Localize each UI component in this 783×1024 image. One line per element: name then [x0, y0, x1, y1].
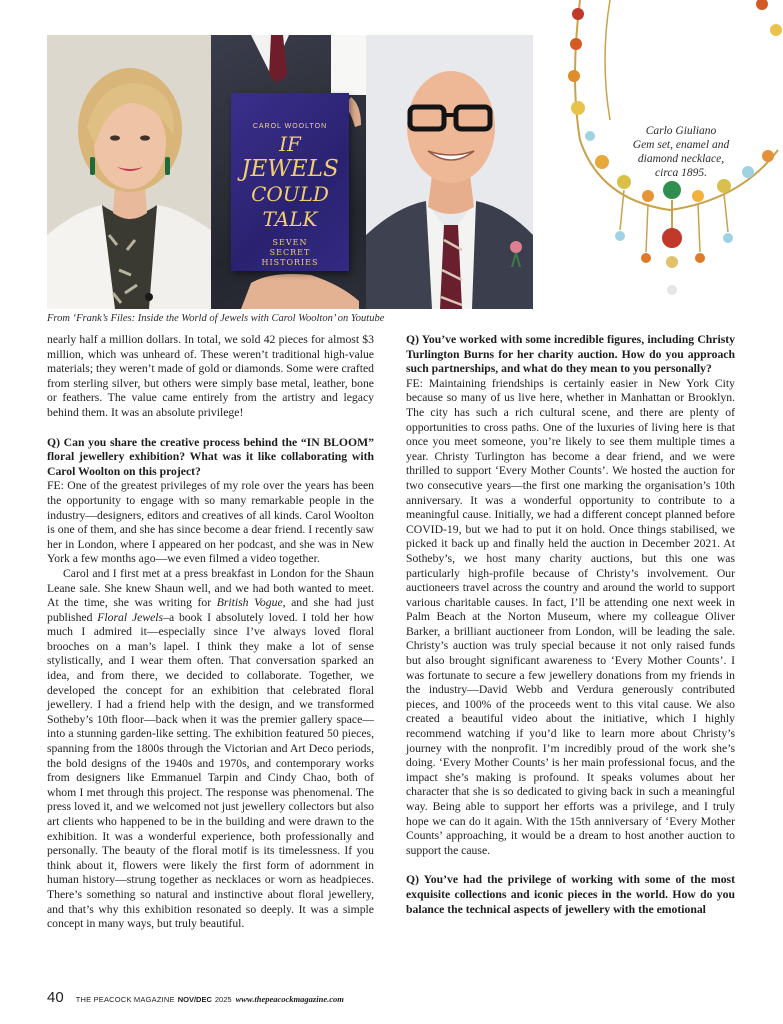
left-answer-text-c: –a book I absolutely loved. I told her how much I admired it—especially since I’ve always loved floral brooches on a man’s lapel. I think they make a lot of sense stylistically, and I wear them often. That conversation sparked an idea, and from there, we decided to collaborate. Together, we developed the concept for an exhibition that celebrated floral jewellery. I had a friend help with the design, and we transformed Sotheby’s 10th floor—back when it was the premier gallery space—into a stunning garden-like setting. The exhibition featured 50 pieces, spanning from the 1800s through the Victorian and Art Deco periods, the bold designs of the 1940s and 1970s, and contemporary works from designers like Emmanuel Tarpin and Cindy Chao, both of whom I met through this project. The response was phenomenal. The press loved it, and we welcomed not just jewellery collectors but also art clients who happened to be in the building and were drawn to the exhibition. It was a wonderful experience, both professionally and personally. The beauty of the floral motif is its timelessness. If you think about it, flowers were likely the first form of adornment in human history—strung together as necklaces or worn as headpieces. There’s something so natural and instinctive about floral jewellery, and that’s why this exhibition resonated so deeply. It was a simple concept in many ways, but truly beautiful. — [47, 610, 374, 931]
book-subtitle-line-2: SECRET — [269, 248, 311, 257]
frank-everett-illustration — [366, 35, 533, 309]
necklace-caption-line-2: Gem set, enamel and — [632, 139, 730, 151]
magazine-name: THE PEACOCK MAGAZINE — [75, 995, 175, 1004]
right-question-1: Q) You’ve worked with some incredible figures, including Christy Turlington Burns for her charity auction. How do you approach such partnerships, and what do they mean to you personally? — [406, 333, 735, 376]
book-subtitle-line-3: HISTORIES — [261, 258, 319, 267]
photo-book — [211, 35, 366, 309]
necklace-caption-line-1: Carlo Giuliano — [645, 125, 717, 137]
book-title-line-1: IF — [279, 132, 301, 156]
left-answer-paragraph-2 — [47, 567, 374, 932]
issue-year: 2025 — [214, 995, 232, 1004]
book-title-line-3: COULD TALK — [251, 182, 329, 231]
left-answer-text-b: , and she had just published — [47, 596, 374, 624]
right-answer-1: FE: Maintaining friendships is certainly easier in New York City because so many of us live here, whether in Manhattan or Brooklyn. The city has such a rich cultural scene, and there are plenty of opportunities to cross paths. One of the luxuries of living here is that once you meet someone, you’re likely to see them multiple times a year. Christy Turlington has become a dear friend, and we were thrilled to support ‘Every Mother Counts’. We hosted the auction for two consecutive years—the first one marking the organisation’s 10th anniversary. It was a wonderful opportunity to contribute to a meaningful cause. Initially, we had a different concept planned before COVID-19, but we had to put it on hold. Once things stabilised, we picked it back up and finally held the auction in December 2021. At Sotheby’s, we host many charity auctions, but this one was particularly high-profile because of Christy’s involvement. Our auctioneers travel across the country and around the world to support various charitable causes. In fact, I’ll be attending one next week in Palm Beach at the Norton Museum, where my colleague Oliver Barker, a brilliant auctioneer from London, will be leading the sale. Christy’s auction was truly special because it not only raised funds but also brought significant awareness to ‘Every Mother Counts’. I was fortunate to secure a few jewellery donations from my friends in the industry—David Webb and Verdura generously contributed pieces, and 100% of the proceeds went to this vital cause. We also created a beautiful video about the initiative, which I highly recommend watching if you’d like to learn more about Christy’s journey with the nonprofit. I’m incredibly proud of the work she’s doing. ‘Every Mother Counts’ is her main professional focus, and the impact she’s making is profound. It speaks volumes about her character that she is so dedicated to giving back in such a meaningful way. Being able to support her efforts was a privilege, and I truly hope we can do it again. With the 15th anniversary of ‘Every Mother Counts’ approaching, it would be a dream to host another auction to support the cause. — [406, 376, 735, 857]
right-question-2: Q) You’ve had the privilege of working with some of the most exquisite collections and iconic pieces in the world. How do you balance the technical aspects of jewellery with the emotional — [406, 873, 735, 916]
left-answer-text-a: Carol and I first met at a press breakfast in London for the Shaun Leane sale. She knew Shaun well, and we had both wanted to meet. At the time, she was writing for — [47, 566, 374, 610]
left-column — [47, 333, 374, 932]
photo-frank-everett — [366, 35, 533, 309]
necklace-caption — [606, 124, 756, 180]
left-answer-paragraph-1: FE: One of the greatest privileges of my role over the years has been the opportunity to engage with so many remarkable people in the industry—designers, editors and creatives of all kinds. Carol Woolton is one of them, and she has since become a dear friend. I recently saw her in London, where I appeared on her podcast, and she was in New York a few months ago—we even filmed a video together. — [47, 479, 374, 566]
issue-label: NOV/DEC — [177, 995, 212, 1004]
photo-carol-woolton — [47, 35, 211, 309]
photo-credit: From ‘Frank’s Files: Inside the World of Jewels with Carol Woolton’ on Youtube — [47, 313, 385, 324]
magazine-url[interactable]: www.thepeacockmagazine.com — [235, 994, 344, 1004]
left-paragraph-1: nearly half a million dollars. In total, we sold 42 pieces for almost $3 million, which was unheard of. These weren’t traditional high-value materials; they weren’t made of gold or diamonds. Some were crafted from sterling silver, but others were simply base metal, leather, bone or feathers. The value came entirely from the artistry and legacy behind them. It was an absolute privilege! — [47, 333, 374, 419]
book-subtitle-line-1: SEVEN — [272, 238, 308, 247]
left-question: Q) Can you share the creative process behind the “IN BLOOM” floral jewellery exhibition? What was it like collaborating with Carol Woolton on this project? — [47, 435, 374, 478]
book-cover — [231, 93, 349, 271]
carol-woolton-illustration — [47, 35, 211, 309]
book-title-line-2: JEWELS — [241, 156, 339, 182]
necklace-caption-line-4: circa 1895. — [655, 167, 707, 179]
page-number: 40 — [47, 989, 64, 1006]
book-author: CAROL WOOLTON — [252, 123, 328, 130]
floral-jewels-title: Floral Jewels — [97, 610, 164, 624]
page-footer — [47, 989, 344, 1006]
british-vogue-title: British Vogue — [216, 596, 283, 610]
right-column — [406, 333, 735, 917]
necklace-caption-line-3: diamond necklace, — [637, 153, 725, 165]
